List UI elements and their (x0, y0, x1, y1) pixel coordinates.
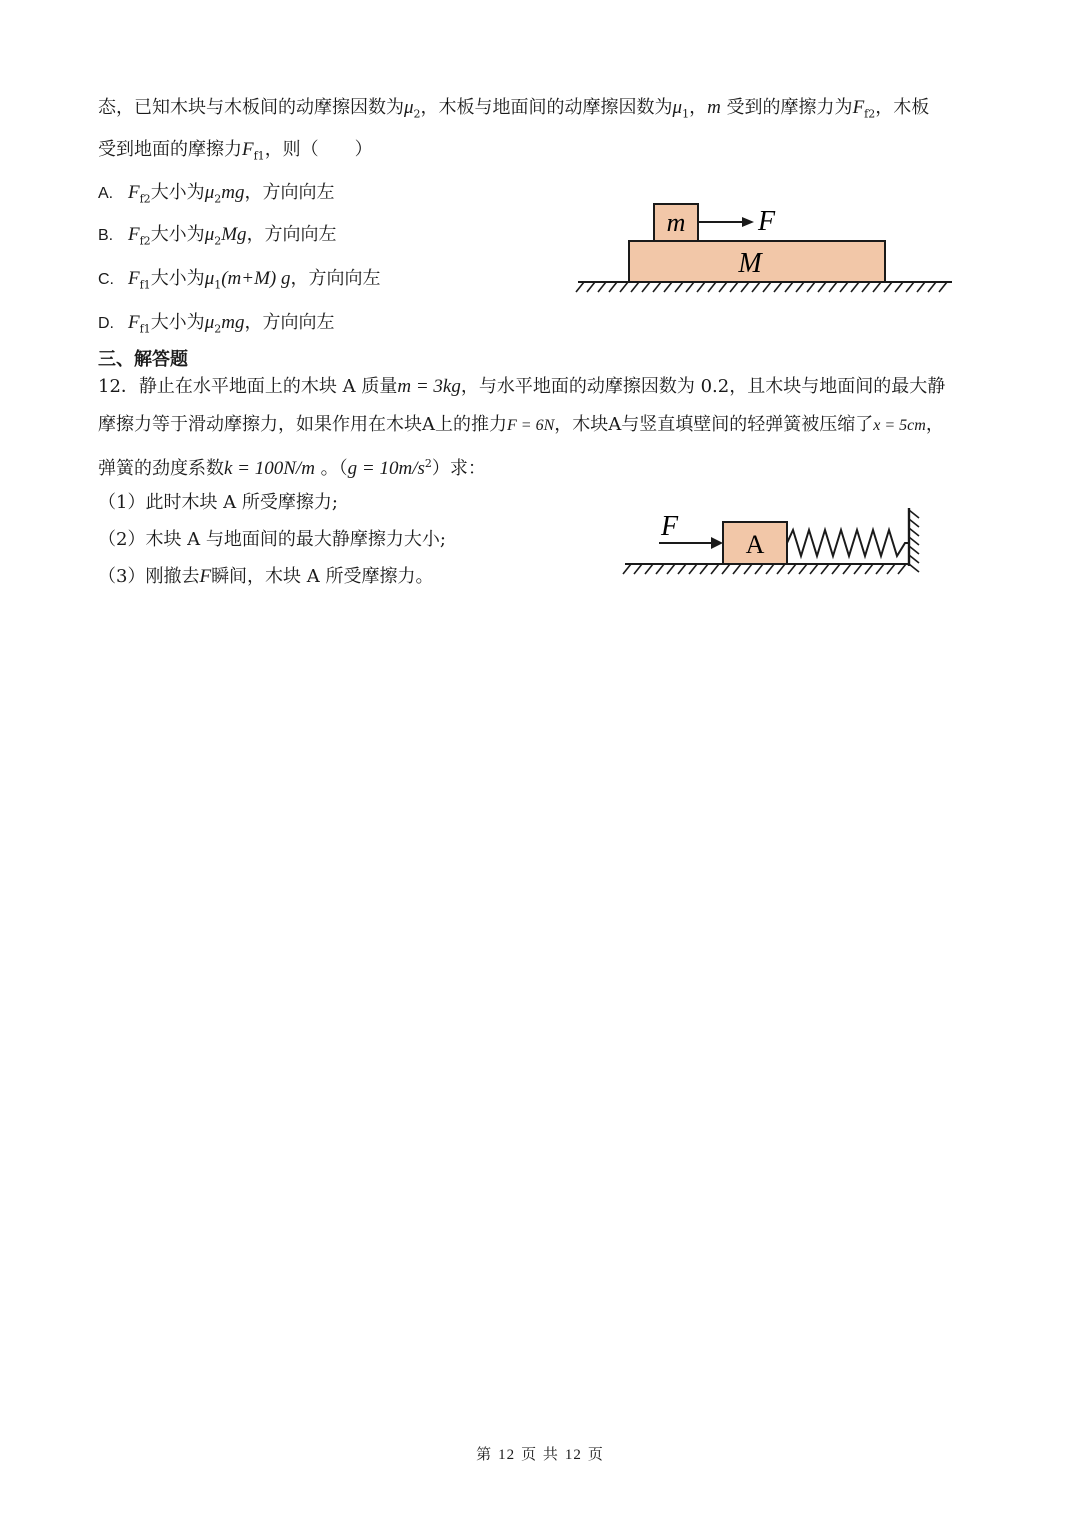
q11-text: 受到地面的摩擦力 (98, 139, 242, 160)
figure-block-on-board (570, 198, 960, 298)
hatch-mark (763, 282, 771, 292)
q12-sub-2: （2）木块 A 与地面间的最大静摩擦力大小; (98, 529, 446, 550)
page-number: 12 (498, 1447, 516, 1463)
push-force-label: F (661, 511, 679, 542)
hatch-mark (854, 564, 862, 574)
hatch-mark (843, 564, 851, 574)
option-expr: Mg (221, 224, 247, 245)
push-force-arrow-head (711, 537, 723, 549)
hatch-mark (774, 282, 782, 292)
hatch-mark (609, 282, 617, 292)
q11-text: ，则（ ） (264, 139, 373, 160)
hatch-mark (909, 510, 919, 518)
small-block-label: m (666, 208, 686, 237)
q12-sub-1: （1）此时木块 A 所受摩擦力; (98, 492, 338, 513)
q11-text: 态，已知木块与木板间的动摩擦因数为 (98, 97, 404, 118)
q12-text: 瞬间，木块 A 所受摩擦力。 (211, 566, 434, 587)
q11-text: 受到的摩擦力为 (720, 97, 853, 118)
hatch-mark (678, 564, 686, 574)
force-arrow-head (742, 217, 754, 227)
force-label: F (758, 206, 776, 237)
hatch-mark (917, 282, 925, 292)
ground-hatching (576, 282, 947, 292)
mu2-sub: 2 (413, 107, 421, 121)
hatch-mark (642, 282, 650, 292)
option-text: 大小为 (150, 182, 205, 203)
ff2-symbol: F (852, 97, 865, 118)
hatch-mark (686, 282, 694, 292)
page-total: 12 (564, 1447, 582, 1463)
hatch-mark (895, 282, 903, 292)
hatch-mark (796, 282, 804, 292)
hatch-mark (788, 564, 796, 574)
mu1-sub: 1 (682, 107, 690, 121)
hatch-mark (598, 282, 606, 292)
hatch-mark (810, 564, 818, 574)
q11-line-1 (98, 96, 929, 127)
hatch-mark (777, 564, 785, 574)
hatch-mark (807, 282, 815, 292)
hatch-mark (689, 564, 697, 574)
hatch-mark (862, 282, 870, 292)
option-d: D. $F_{f1}$大小为$\mu_2mg$，方向向左 (98, 312, 335, 336)
option-f-sub: f2 (139, 234, 151, 248)
hatch-mark (700, 564, 708, 574)
option-expr: mg (221, 182, 245, 203)
hatch-mark (697, 282, 705, 292)
option-c: C. $F_{f1}$大小为$\mu_1(m+M)$ g，方向向左 (98, 268, 381, 292)
option-f-sub: f1 (139, 322, 151, 336)
option-letter: C. (98, 271, 114, 288)
q12-text: ，与水平地面的动摩擦因数为 0.2，且木块与地面间的最大静 (460, 376, 946, 397)
g-sup: 2 (424, 457, 432, 470)
option-text: ，方向向左 (290, 268, 381, 289)
hatch-mark (755, 564, 763, 574)
option-letter: D. (98, 315, 114, 332)
hatch-mark (851, 282, 859, 292)
q12-text: ，木块A与竖直填壁间的轻弹簧被压缩了 (554, 414, 874, 435)
hatch-mark (909, 528, 919, 536)
option-b: B. $F_{f2}$大小为$\mu_2Mg$，方向向左 (98, 224, 337, 248)
q12-text: 12．静止在水平地面上的木块 A 质量 (98, 376, 398, 397)
footer-text: 页 共 (521, 1445, 559, 1463)
mu1-symbol: μ (672, 97, 683, 118)
figure-block-spring-wall (615, 500, 945, 590)
hatch-mark (821, 564, 829, 574)
ff1-sub: f1 (253, 149, 265, 163)
q11-text: ，木板 (875, 97, 930, 118)
hatch-mark (634, 564, 642, 574)
hatch-mark (865, 564, 873, 574)
hatch-mark (741, 282, 749, 292)
f-symbol: F (199, 566, 212, 587)
hatch-mark (909, 519, 919, 527)
option-mu-sub: 2 (214, 192, 222, 206)
hatch-mark (620, 282, 628, 292)
hatch-mark (906, 282, 914, 292)
hatch-mark (645, 564, 653, 574)
q11-line-2 (98, 138, 373, 169)
hatch-mark (675, 282, 683, 292)
large-board-label: M (738, 248, 762, 279)
hatch-mark (909, 546, 919, 554)
m-symbol: m (707, 97, 721, 118)
ground-hatching-2 (623, 564, 906, 574)
hatch-mark (909, 555, 919, 563)
option-text: 大小为 (150, 224, 205, 245)
option-text: ，方向向左 (246, 224, 337, 245)
hatch-mark (939, 282, 947, 292)
q12-text: 弹簧的劲度系数 (98, 458, 224, 479)
g-expr: g = 10m/s (347, 458, 425, 479)
mass-expr: m = 3kg (397, 376, 461, 397)
hatch-mark (664, 282, 672, 292)
q11-text: ，木板与地面间的动摩擦因数为 (420, 97, 673, 118)
option-expr: mg (221, 312, 245, 333)
q12-text: ）求： (431, 458, 486, 479)
page-footer (0, 1443, 1080, 1464)
hatch-mark (909, 537, 919, 545)
option-mu-sub: 2 (214, 234, 222, 248)
hatch-mark (832, 564, 840, 574)
hatch-mark (576, 282, 584, 292)
hatch-mark (928, 282, 936, 292)
option-letter: B. (98, 227, 114, 244)
footer-text: 页 (587, 1445, 604, 1463)
hatch-mark (623, 564, 631, 574)
k-expr: k = 100N/m (224, 458, 315, 479)
hatch-mark (909, 564, 919, 572)
hatch-mark (656, 564, 664, 574)
hatch-mark (744, 564, 752, 574)
ff1-symbol: F (242, 139, 254, 160)
option-text: 大小为 (150, 268, 205, 289)
block-a-label: A (745, 530, 765, 559)
mu2-symbol: μ (404, 97, 414, 118)
hatch-mark (785, 282, 793, 292)
hatch-mark (887, 564, 895, 574)
q12-sub-3 (98, 565, 434, 589)
option-a: A. $F_{f2}$大小为$\mu_2mg$，方向向左 (98, 182, 335, 206)
hatch-mark (722, 564, 730, 574)
q12-text: 摩擦力等于滑动摩擦力，如果作用在木块A上的推力 (98, 414, 507, 435)
wall-hatching (909, 510, 919, 572)
hatch-mark (667, 564, 675, 574)
option-letter: A. (98, 185, 114, 202)
q11-text: ， (689, 97, 708, 118)
hatch-mark (752, 282, 760, 292)
option-text: ，方向向左 (244, 182, 335, 203)
hatch-mark (884, 282, 892, 292)
hatch-mark (898, 564, 906, 574)
option-f-sub: f1 (139, 278, 151, 292)
footer-text: 第 (476, 1445, 493, 1463)
q12-text: ， (925, 414, 944, 435)
q12-line-3 (98, 452, 486, 481)
force-expr: F = 6N (507, 417, 555, 434)
section-title: 三、解答题 (98, 349, 188, 370)
hatch-mark (587, 282, 595, 292)
option-text: ，方向向左 (244, 312, 335, 333)
q12-line-2 (98, 413, 944, 438)
hatch-mark (711, 564, 719, 574)
hatch-mark (653, 282, 661, 292)
ff2-sub: f2 (864, 107, 876, 121)
q12-line-1 (98, 375, 945, 399)
hatch-mark (799, 564, 807, 574)
hatch-mark (873, 282, 881, 292)
hatch-mark (708, 282, 716, 292)
option-text: 大小为 (150, 312, 205, 333)
hatch-mark (730, 282, 738, 292)
hatch-mark (829, 282, 837, 292)
hatch-mark (876, 564, 884, 574)
hatch-mark (719, 282, 727, 292)
hatch-mark (631, 282, 639, 292)
option-f-sub: f2 (139, 192, 151, 206)
option-mu-sub: 2 (214, 322, 222, 336)
hatch-mark (733, 564, 741, 574)
option-expr: (m+M) g (221, 268, 291, 289)
hatch-mark (840, 282, 848, 292)
hatch-mark (766, 564, 774, 574)
x-expr: x = 5cm (873, 417, 926, 434)
q12-text: （3）刚撤去 (98, 566, 200, 587)
q12-text: 。（ (314, 458, 348, 479)
option-mu-sub: 1 (214, 278, 222, 292)
spring (787, 530, 909, 556)
hatch-mark (818, 282, 826, 292)
